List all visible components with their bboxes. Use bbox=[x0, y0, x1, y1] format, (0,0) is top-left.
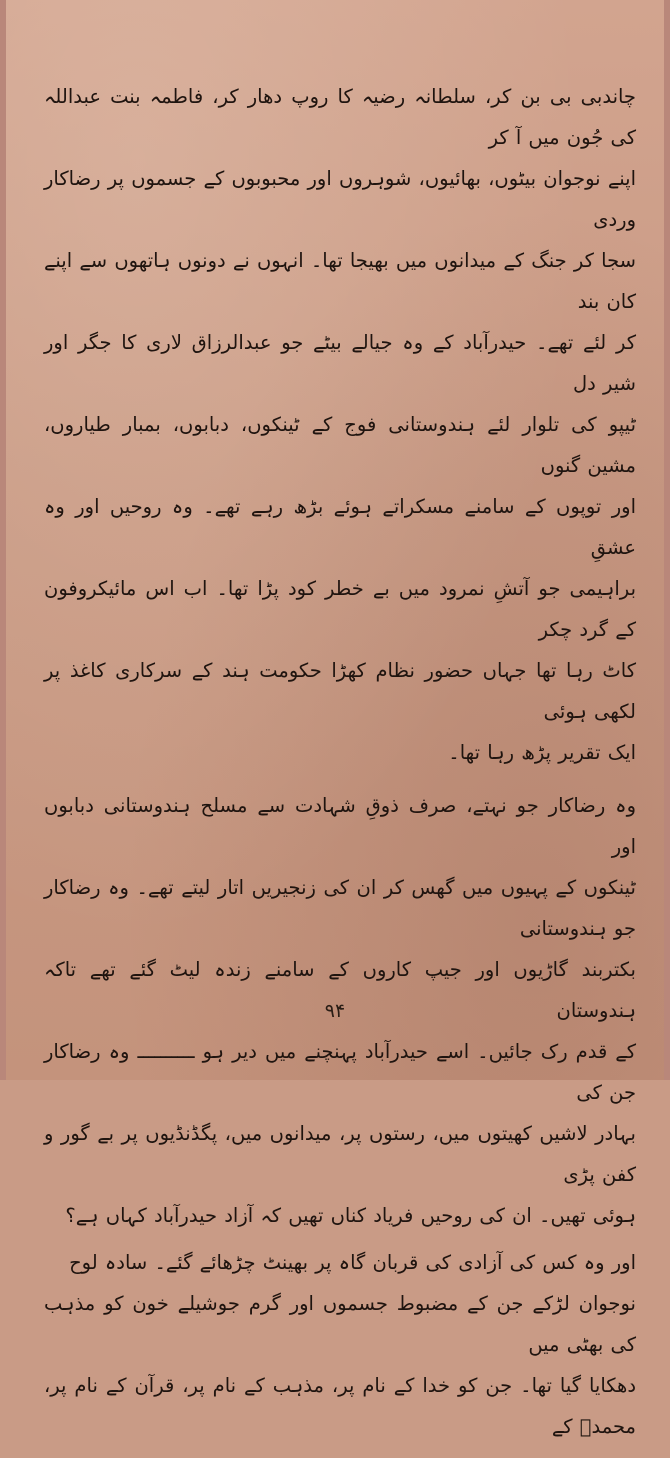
paragraph-2: وہ رضاکار جو نہتے، صرف ذوقِ شہادت سے مسلح ہندوستانی دبابوں اور ٹینکوں کے پہیوں میں گھس کر ان کی زنجیریں اتار لیتے تھے۔ وہ رضاکار جو ہندوستانی بکتربند گاڑیوں اور جیپ کاروں کے سامنے زندہ لیٹ گئے تھے تاکہ ہندوستان کے قدم رک جائیں۔ اسے حیدرآباد پہنچنے میں دیر ہو ــــــــــ وہ رضاکار جن کی بہادر لاشیں کھیتوں میں، رستوں پر، میدانوں میں، پگڈنڈیوں پر بے گور و کفن پڑی ہوئی تھیں۔ ان کی روحیں فریاد کناں تھیں کہ آزاد حیدرآباد کہاں ہے؟ bbox=[44, 794, 636, 1227]
page-body-text bbox=[44, 76, 636, 1458]
paragraph-3: اور وہ کس کی آزادی کی قربان گاہ پر بھینٹ چڑھائے گئے۔ سادہ لوح نوجوان لڑکے جن کے مضبوط جسموں اور گرم جوشیلے خون کو مذہب کی بھٹی میں دھکایا گیا تھا۔ جن کو خدا کے نام پر، مذہب کے نام پر، قرآن کے نام پر، محمدؐ کے bbox=[44, 1251, 636, 1438]
page-number: ۹۴ bbox=[324, 1000, 346, 1022]
paragraph-1: چاندبی بی بن کر، سلطانہ رضیہ کا روپ دھار کر، فاطمہ بنت عبداللہ کی جُون میں آ کر اپنے نوجوان بیٹوں، بھائیوں، شوہروں اور محبوبوں کے جسموں پر رضاکار وردی سجا کر جنگ کے میدانوں میں بھیجا تھا۔ انہوں نے دونوں ہاتھوں سے اپنے کان بند کر لئے تھے۔ حیدرآباد کے وہ جیالے بیٹے جو عبدالرزاق لاری کا جگر اور شیر دل ٹیپو کی تلوار لئے ہندوستانی فوج کے ٹینکوں، دبابوں، بمبار طیاروں، مشین گنوں اور توپوں کے سامنے مسکراتے ہوئے بڑھ رہے تھے۔ وہ روحیں اور وہ عشقِ براہیمی جو آتشِ نمرود میں بے خطر کود پڑا تھا۔ اب اس مائیکروفون کے گرد چکر کاٹ رہا تھا جہاں حضور نظام کھڑا حکومت ہند کے سرکاری کاغذ پر لکھی ہوئی ایک تقریر پڑھ رہا تھا۔ bbox=[44, 85, 636, 764]
